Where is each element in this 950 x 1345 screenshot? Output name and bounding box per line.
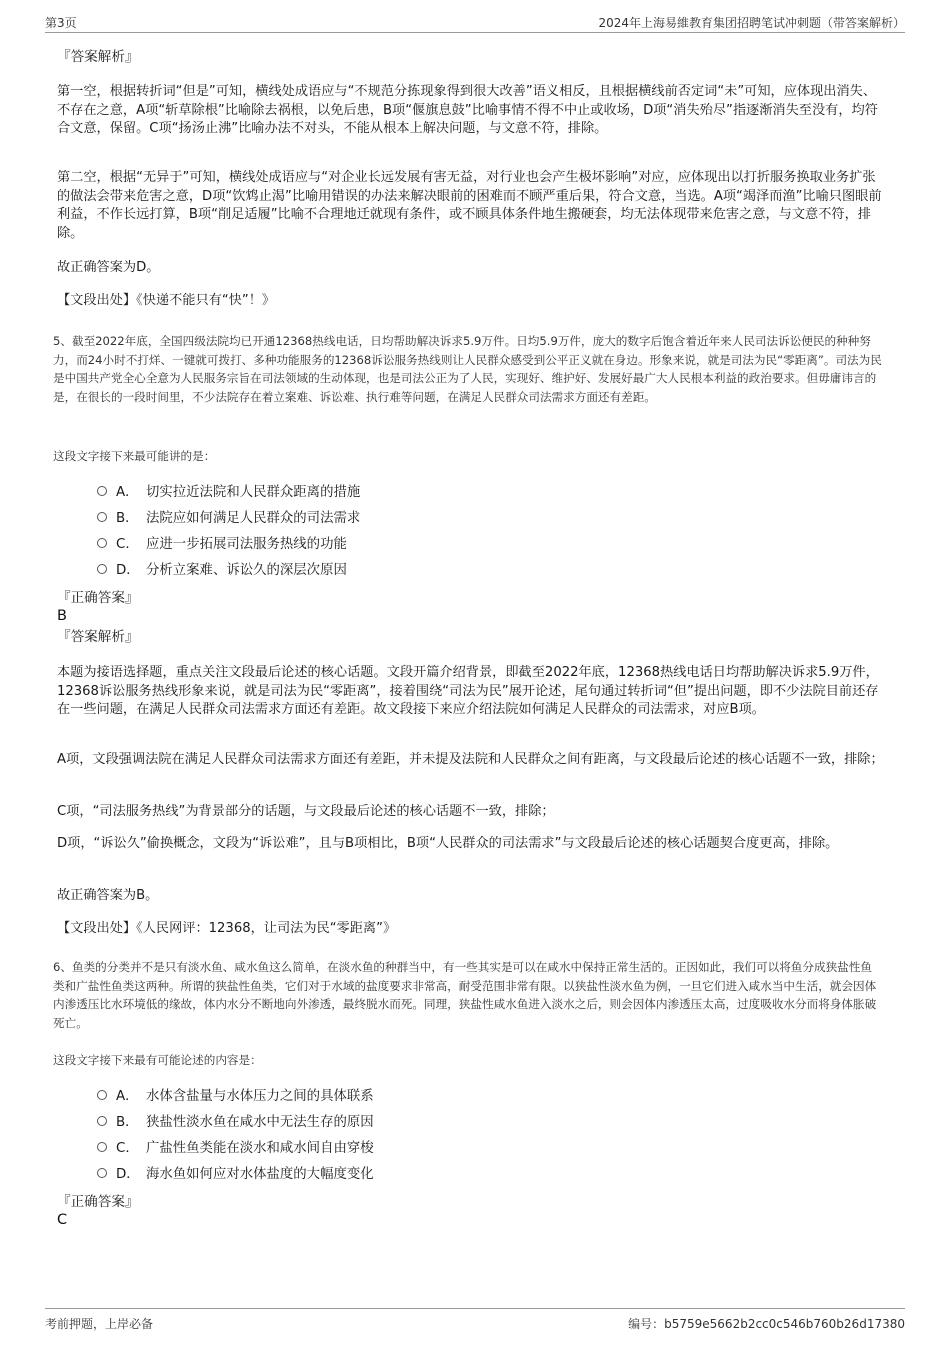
page-number: 第3页 — [45, 16, 77, 30]
q6-option-c[interactable]: C． 广盐性鱼类能在淡水和咸水间自由穿梭 — [97, 1139, 374, 1159]
q5-analysis-paragraph-1: 本题为接语选择题，重点关注文段最后论述的核心话题。文段开篇介绍背景，即截至2022年底，12368热线电话日均帮助解决诉求5.9万件，12368诉讼服务热线形象来说，就是司法为民“零距离”，接着围绕“司法为民”展开论述，尾句通过转折词“但”提出问题，即不少法院目前还存在一些问题，在满足人民群众司法需求方面还有差距。故文段接下来应介绍法院如何满足人民群众的司法需求，对应B项。 — [57, 665, 879, 718]
footer-slogan: 考前押题，上岸必备 — [45, 1317, 154, 1331]
radio-icon[interactable] — [97, 538, 107, 548]
q5-option-c[interactable]: C． 应进一步拓展司法服务热线的功能 — [97, 535, 347, 555]
q6-option-a[interactable]: A． 水体含盐量与水体压力之间的具体联系 — [97, 1087, 374, 1107]
q6-option-d[interactable]: D． 海水鱼如何应对水体盐度的大幅度变化 — [97, 1165, 374, 1185]
q4-source: 【文段出处】《快递不能只有“快”！》 — [57, 293, 276, 308]
page-header — [45, 10, 905, 33]
radio-icon[interactable] — [97, 486, 107, 496]
q5-option-a[interactable]: A． 切实拉近法院和人民群众距离的措施 — [97, 483, 360, 503]
q5-answer-label: 『正确答案』 — [57, 590, 139, 606]
q4-analysis-paragraph-2: 第二空，根据“无异于”可知，横线处成语应与“对企业长远发展有害无益，对行业也会产生极坏影响”对应，应体现出以打折服务换取业务扩张的做法会带来危害之意，D项“饮鸩止渴”比喻用错误的办法来解决眼前的困难而不顾严重后果，符合文意，当选。A项“竭泽而渔”比喻只图眼前利益，不作长远打算，B项“削足适履”比喻不合理地迁就现有条件，或不顾具体条件地生搬硬套，均无法体现带来危害之意，与文意不符，排除。 — [57, 170, 882, 241]
page-footer — [45, 1308, 905, 1331]
q4-conclusion: 故正确答案为D。 — [57, 260, 160, 275]
q5-analysis-paragraph-3: C项，“司法服务热线”为背景部分的话题，与文段最后论述的核心话题不一致，排除； — [57, 804, 555, 819]
document-id: 编号：b5759e5662b2cc0c546b760b26d17380 — [628, 1317, 905, 1331]
radio-icon[interactable] — [97, 1090, 107, 1100]
radio-icon[interactable] — [97, 1142, 107, 1152]
q4-analysis-paragraph-1: 第一空，根据转折词“但是”可知，横线处成语应与“不规范分拣现象得到很大改善”语义相反，且根据横线前否定词“未”可知，应体现出消失、不存在之意，A项“斩草除根”比喻除去祸根，以免后患，B项“偃旗息鼓”比喻事情不得不中止或收场，D项“消失殆尽”指逐渐消失至没有，均符合文意，保留。C项“扬汤止沸”比喻办法不对头，不能从根本上解决问题，与文意不符，排除。 — [57, 84, 878, 137]
q6-stem: 6、鱼类的分类并不是只有淡水鱼、咸水鱼这么简单，在淡水鱼的种群当中，有一些其实是可以在咸水中保持正常生活的。正因如此，我们可以将鱼分成狭盐性鱼类和广盐性鱼类这两种。所谓的狭盐性鱼类，它们对于水域的盐度要求非常高，耐受范围非常有限。以狭盐性淡水鱼为例，一旦它们进入咸水当中生活，就会因体内渗透压比水环境低的缘故，体内水分不断地向外渗透，最终脱水而死。同理，狭盐性咸水鱼进入淡水之后，则会因体内渗透压太高，过度吸收水分而将身体胀破死亡。 — [53, 960, 877, 1030]
radio-icon[interactable] — [97, 1116, 107, 1126]
document-title: 2024年上海易維教育集团招聘笔试冲刺题（带答案解析） — [598, 16, 905, 30]
q4-analysis-label: 『答案解析』 — [57, 49, 139, 65]
q5-analysis-paragraph-4: D项，“诉讼久”偷换概念，文段为“诉讼难”，且与B项相比，B项“人民群众的司法需求”与文段最后论述的核心话题契合度更高，排除。 — [57, 836, 839, 851]
q5-source: 【文段出处】《人民网评：12368，让司法为民“零距离”》 — [57, 921, 397, 936]
q5-question: 这段文字接下来最可能讲的是： — [53, 449, 216, 463]
q5-answer: B — [57, 608, 67, 624]
radio-icon[interactable] — [97, 512, 107, 522]
radio-icon[interactable] — [97, 564, 107, 574]
q5-option-b[interactable]: B． 法院应如何满足人民群众的司法需求 — [97, 509, 360, 529]
q5-stem: 5、截至2022年底，全国四级法院均已开通12368热线电话，日均帮助解决诉求5.9万件。日均5.9万件，庞大的数字后饱含着近年来人民司法诉讼便民的种种努力，而24小时不打烊、一键就可拨打、多种功能服务的12368诉讼服务热线则让人民群众感受到公平正义就在身边。形象来说，就是司法为民“零距离”。司法为民是中国共产党全心全意为人民服务宗旨在司法领域的生动体现，也是司法公正为了人民，实现好、维护好、发展好最广大人民根本利益的政治要求。但毋庸讳言的是，在很长的一段时间里，不少法院存在着立案难、诉讼难、执行难等问题，在满足人民群众司法需求方面还有差距。 — [53, 334, 882, 404]
q5-analysis-label: 『答案解析』 — [57, 629, 139, 645]
q6-answer: C — [57, 1212, 68, 1228]
q5-conclusion: 故正确答案为B。 — [57, 888, 159, 903]
q5-analysis-paragraph-2: A项，文段强调法院在满足人民群众司法需求方面还有差距，并未提及法院和人民群众之间有距离，与文段最后论述的核心话题不一致，排除； — [57, 752, 884, 767]
q6-question: 这段文字接下来最有可能论述的内容是： — [53, 1053, 262, 1067]
q5-option-d[interactable]: D． 分析立案难、诉讼久的深层次原因 — [97, 561, 347, 581]
q6-answer-label: 『正确答案』 — [57, 1194, 139, 1210]
q6-option-b[interactable]: B． 狭盐性淡水鱼在咸水中无法生存的原因 — [97, 1113, 374, 1133]
radio-icon[interactable] — [97, 1168, 107, 1178]
